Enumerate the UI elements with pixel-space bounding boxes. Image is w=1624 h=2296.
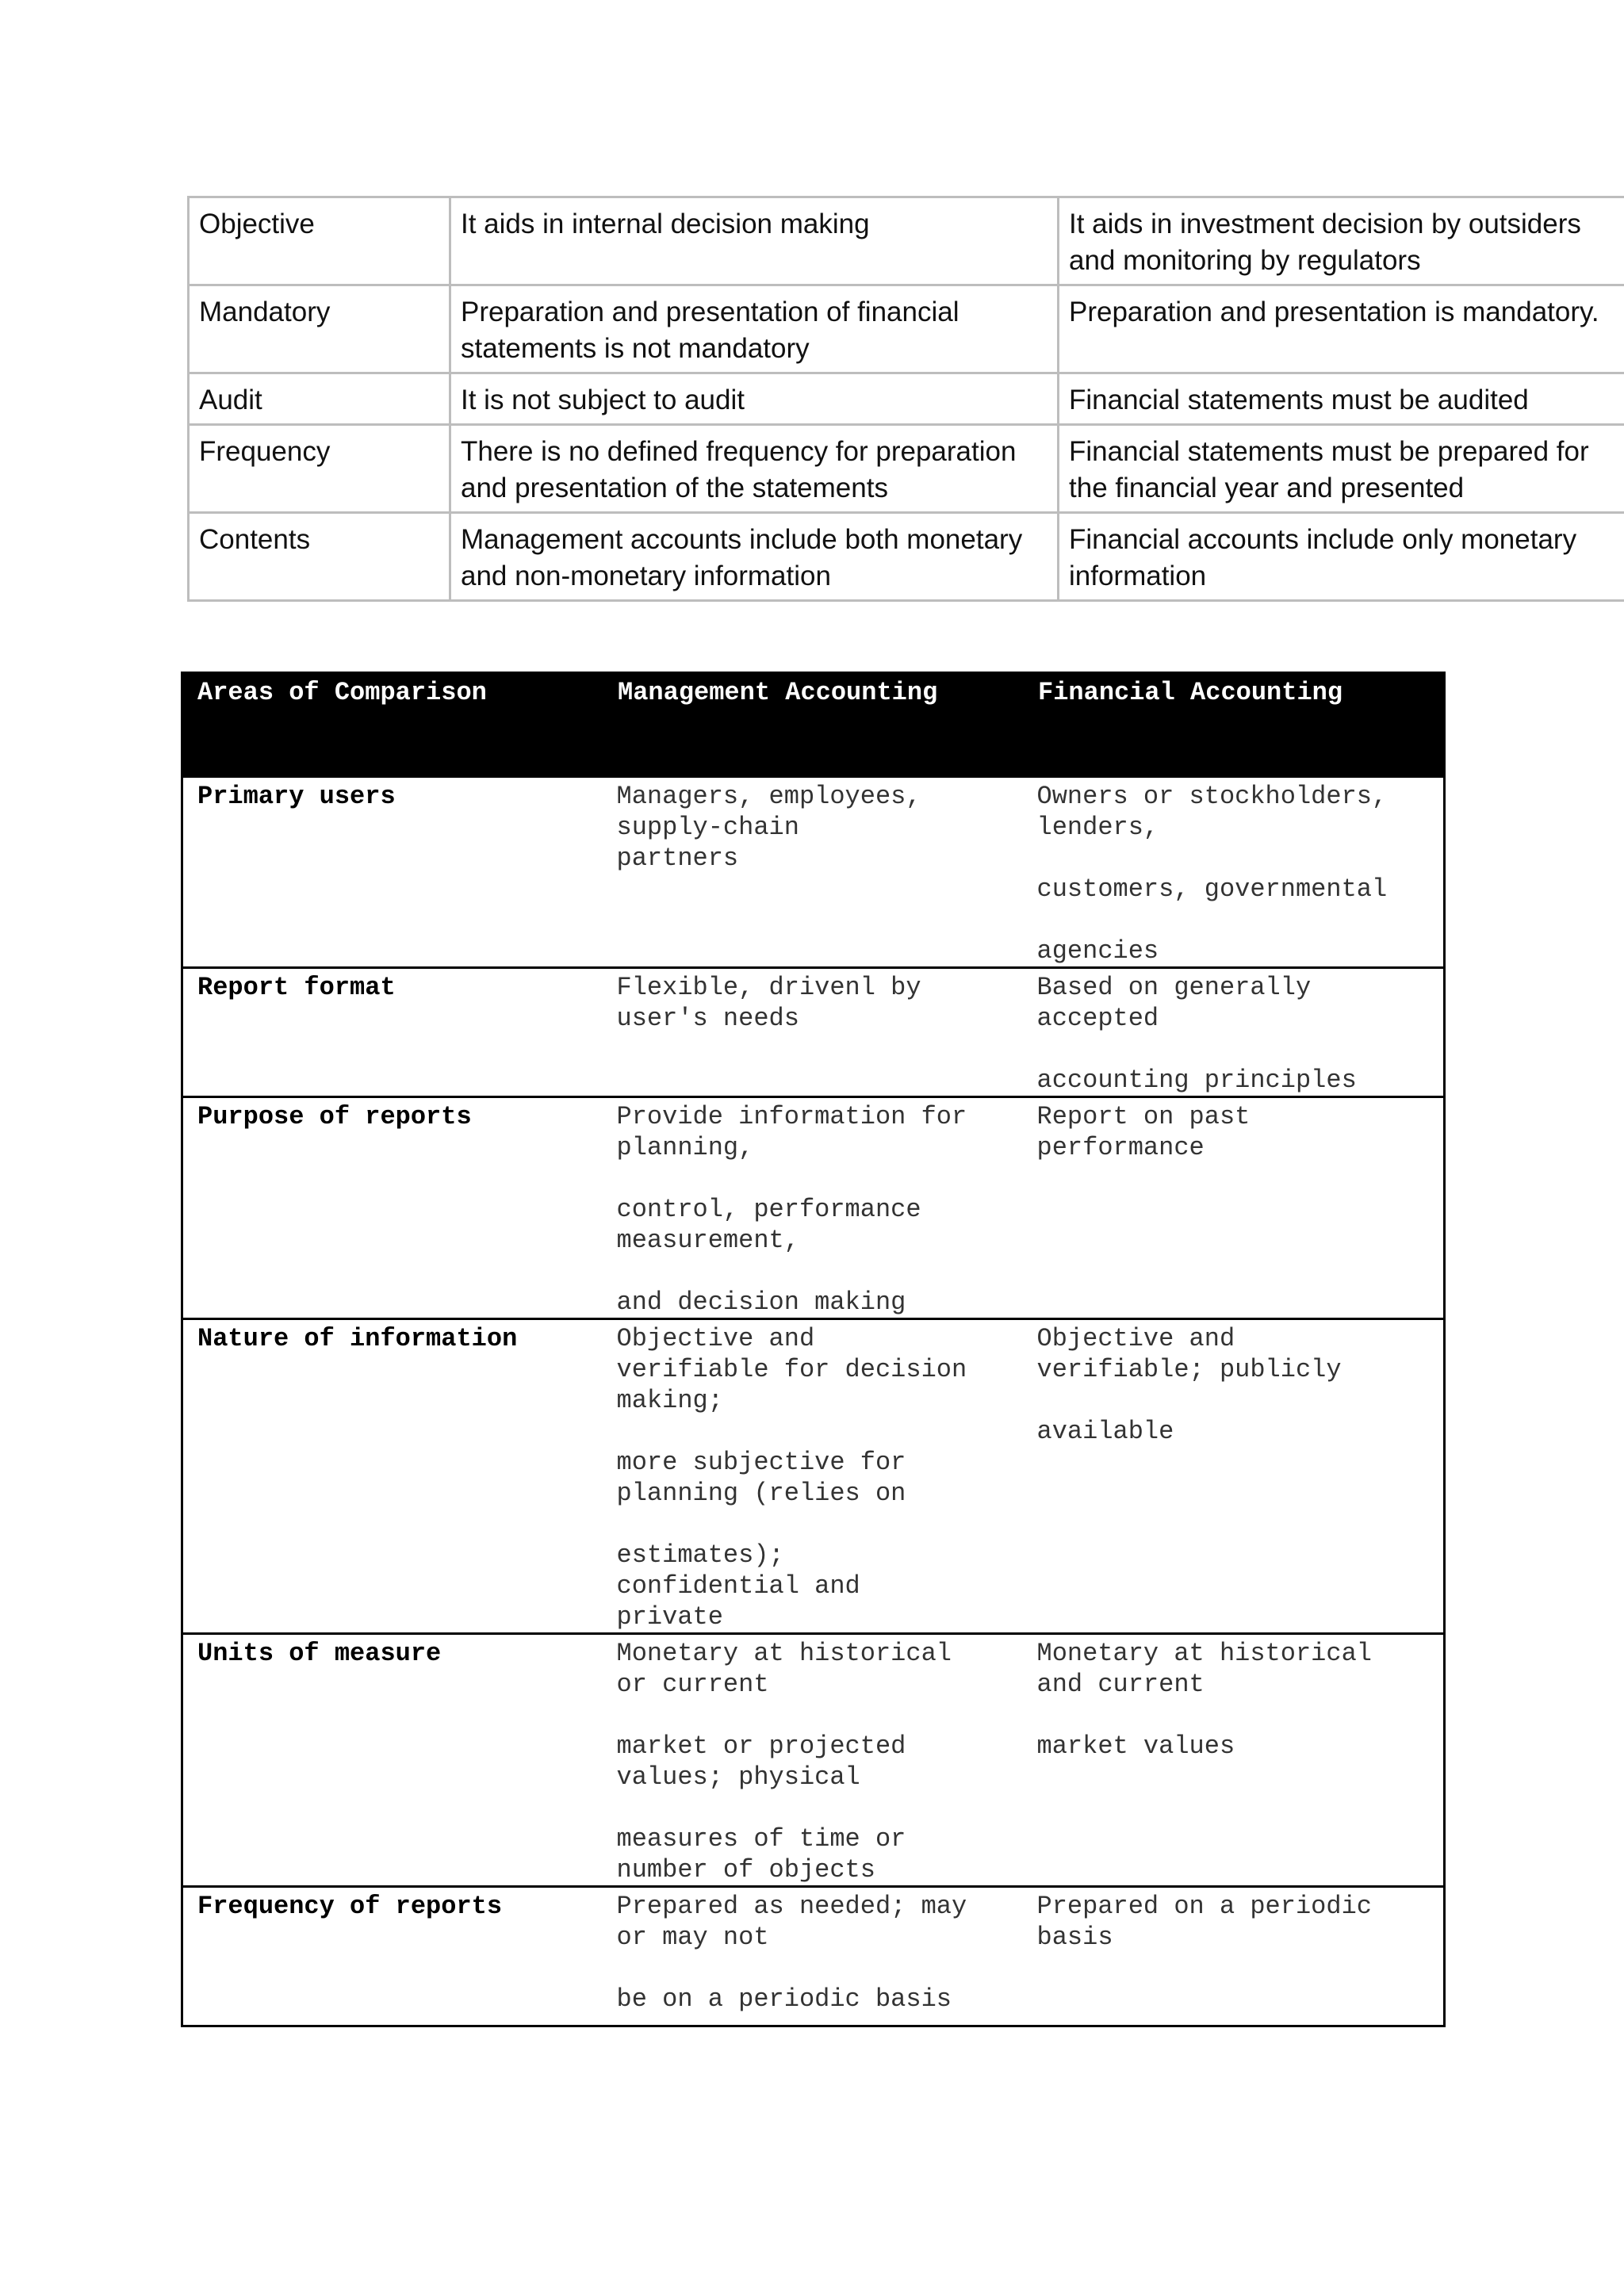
area-cell: Nature of information [182,1319,603,1634]
management-cell: Preparation and presentation of financial statements is not mandatory [450,285,1059,373]
table-row [189,513,1624,601]
area-cell: Frequency of reports [182,1887,603,2026]
row-label: Audit [189,373,450,425]
financial-cell: Financial statements must be audited [1059,373,1624,425]
comparison-table-summary [187,196,1624,602]
table-row [189,285,1624,373]
header-management: Management Accounting [603,673,1023,777]
management-cell: There is no defined frequency for preparation and presentation of the statements [450,425,1059,513]
area-cell: Units of measure [182,1634,603,1887]
table-row [182,1097,1445,1319]
management-cell: It aids in internal decision making [450,197,1059,285]
table-row [189,373,1624,425]
area-cell: Report format [182,968,603,1097]
area-cell: Purpose of reports [182,1097,603,1319]
table-row [182,777,1445,968]
management-cell: Prepared as needed; may or may not be on a periodic basis [603,1887,1023,2026]
table-row [182,1887,1445,2026]
table-header-row [182,673,1445,777]
management-cell: It is not subject to audit [450,373,1059,425]
comparison-table-detailed [181,672,1446,2027]
table-row [189,425,1624,513]
financial-cell: Objective and verifiable; publicly available [1023,1319,1445,1634]
financial-cell: Monetary at historical and current market values [1023,1634,1445,1887]
financial-cell: Report on past performance [1023,1097,1445,1319]
header-financial: Financial Accounting [1023,673,1445,777]
table-row [189,197,1624,285]
row-label: Objective [189,197,450,285]
row-label: Mandatory [189,285,450,373]
management-cell: Provide information for planning, control, performance measurement, and decision making [603,1097,1023,1319]
area-cell: Primary users [182,777,603,968]
header-areas: Areas of Comparison [182,673,603,777]
row-label: Contents [189,513,450,601]
management-cell: Monetary at historical or current market or projected values; physical measures of time or number of objects [603,1634,1023,1887]
management-cell: Management accounts include both monetary and non-monetary information [450,513,1059,601]
management-cell: Flexible, drivenl by user's needs [603,968,1023,1097]
management-cell: Managers, employees, supply-chain partners [603,777,1023,968]
financial-cell: Owners or stockholders, lenders, customers, governmental agencies [1023,777,1445,968]
financial-cell: Prepared on a periodic basis [1023,1887,1445,2026]
financial-cell: It aids in investment decision by outsiders and monitoring by regulators [1059,197,1624,285]
financial-cell: Financial statements must be prepared for the financial year and presented [1059,425,1624,513]
financial-cell: Preparation and presentation is mandatory. [1059,285,1624,373]
table-row [182,1319,1445,1634]
financial-cell: Financial accounts include only monetary information [1059,513,1624,601]
row-label: Frequency [189,425,450,513]
table-row [182,1634,1445,1887]
table-row [182,968,1445,1097]
management-cell: Objective and verifiable for decision making; more subjective for planning (relies on estimates); confidential and private [603,1319,1023,1634]
financial-cell: Based on generally accepted accounting principles [1023,968,1445,1097]
